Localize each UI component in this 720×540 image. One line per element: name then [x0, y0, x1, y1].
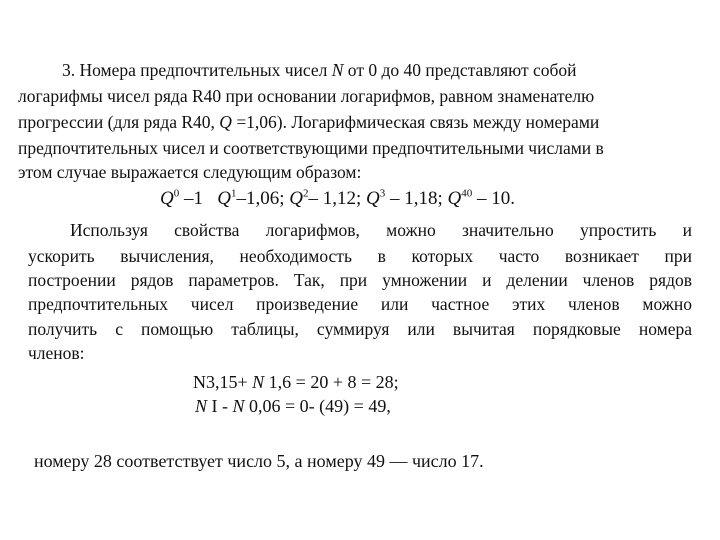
para2-line1: Используя свойства логарифмов, можно значительно упростить и	[70, 220, 692, 240]
formula-q3-value: – 1,18;	[385, 188, 443, 209]
formula-q0-value: –1	[179, 188, 203, 209]
para1-line4: предпочтительных чисел и соответствующими предпочтительными числами в	[18, 138, 604, 158]
para2-line4: предпочтительных чисел произведение или частное этих членов можно	[28, 294, 692, 314]
formula-q40-sup: 40	[461, 187, 473, 200]
para1-line5: этом случае выражается следующим образом:	[18, 162, 362, 182]
formula-q1-sup: 1	[230, 187, 237, 200]
formula-q2-value: – 1,12;	[308, 188, 362, 209]
equation-1: N3,15+ N 1,6 = 20 + 8 = 28;	[193, 372, 399, 392]
formula-q0-sup: 0	[173, 187, 180, 200]
conclusion-line: номеру 28 соответствует число 5, а номеру 49 — число 17.	[34, 451, 484, 471]
formula-line	[160, 188, 515, 210]
para1-line3: прогрессии (для ряда R40, Q =1,06). Логарифмическая связь между номерами	[18, 112, 600, 132]
para2-line2: ускорить вычисления, необходимость в которых часто возникает при	[28, 246, 692, 266]
formula-q3-sup: 3	[379, 187, 386, 200]
formula-q2-sup: 2	[302, 187, 309, 200]
formula-q2: Q	[289, 188, 303, 209]
para2-line6: членов:	[28, 343, 85, 363]
formula-q1-value: –1,06;	[236, 188, 285, 209]
formula-q40: Q	[447, 188, 462, 209]
formula-q1: Q	[217, 188, 231, 209]
formula-q40-value: – 10.	[472, 188, 516, 209]
equation-2: N I - N 0,06 = 0- (49) = 49,	[195, 396, 391, 416]
para2-line5: получить с помощью таблицы, суммируя или вычитая порядковые номера	[28, 319, 692, 339]
formula-q0: Q	[160, 188, 174, 209]
para2-line3: построении рядов параметров. Так, при умножении и делении членов рядов	[28, 270, 692, 290]
para1-line1: 3. Номера предпочтительных чисел N от 0 до 40 представляют собой	[62, 60, 577, 80]
formula-q3: Q	[366, 188, 380, 209]
para1-line2: логарифмы чисел ряда R40 при основании логарифмов, равном знаменателю	[18, 86, 595, 106]
